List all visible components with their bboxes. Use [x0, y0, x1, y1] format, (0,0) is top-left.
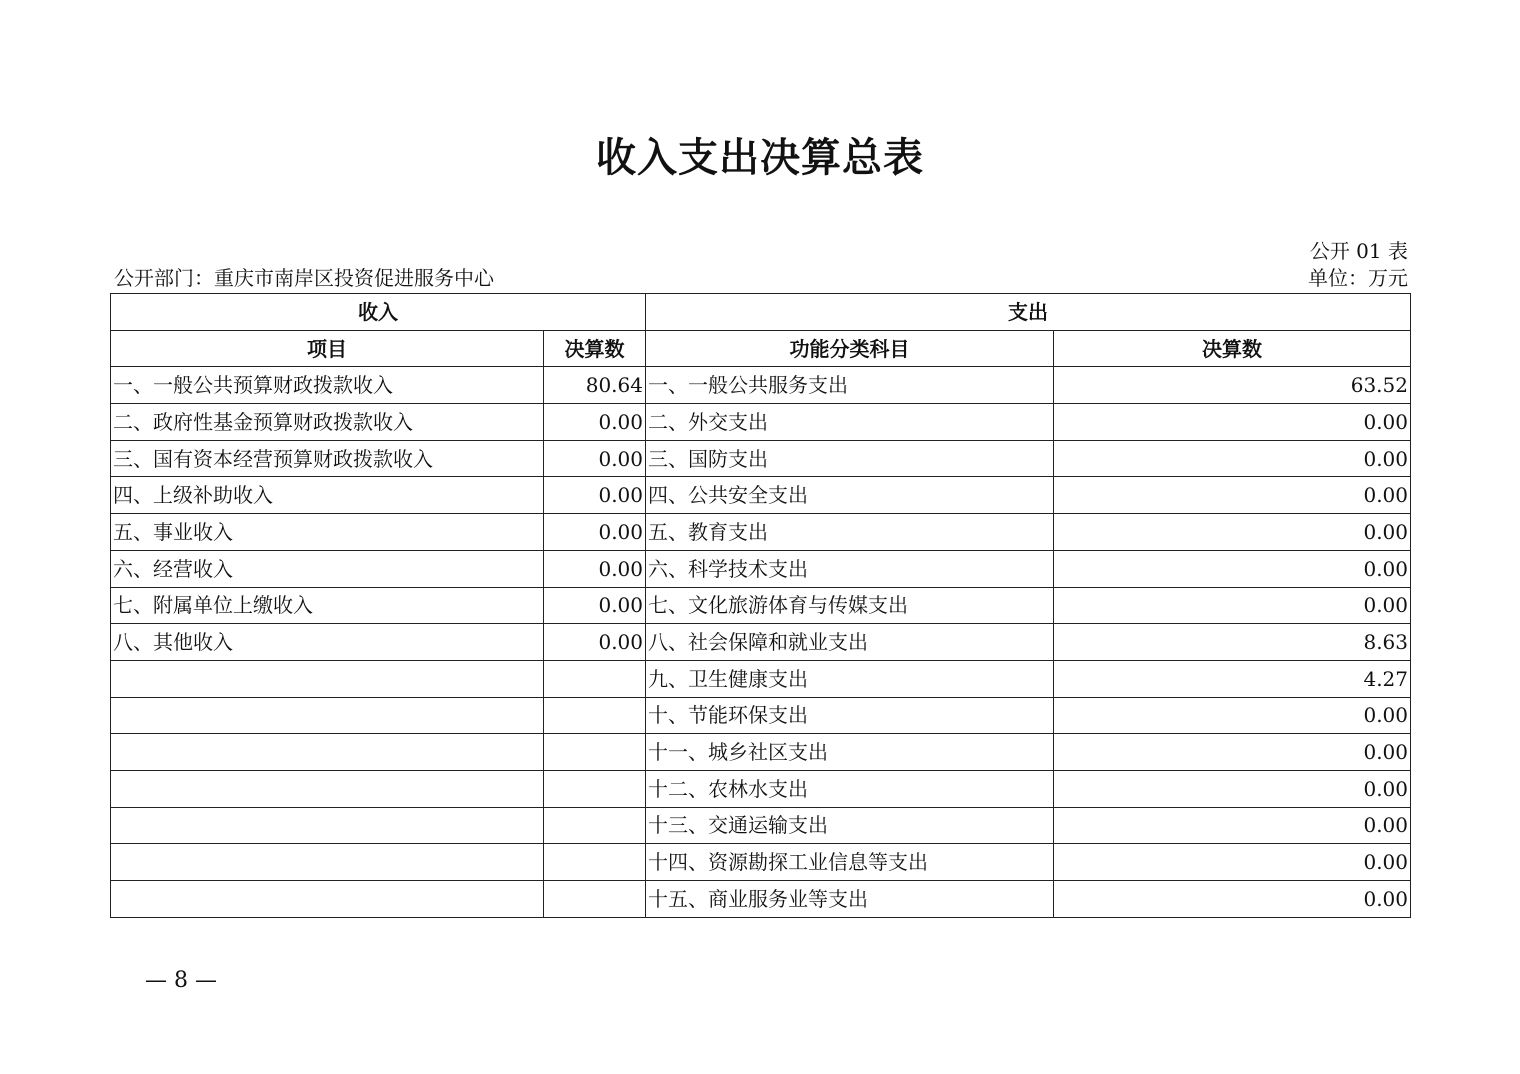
income-amount-cell	[544, 660, 646, 697]
income-amount-cell: 0.00	[544, 477, 646, 514]
expense-item-cell: 十三、交通运输支出	[646, 807, 1054, 844]
table-row	[111, 404, 1411, 441]
expense-item-cell: 十一、城乡社区支出	[646, 734, 1054, 771]
budget-table	[110, 293, 1411, 918]
income-item-cell	[111, 881, 544, 918]
income-amount-cell: 0.00	[544, 440, 646, 477]
expense-item-cell: 三、国防支出	[646, 440, 1054, 477]
unit-label: 单位：万元	[1308, 266, 1408, 290]
table-row	[111, 514, 1411, 551]
income-item-cell: 六、经营收入	[111, 550, 544, 587]
expense-amount-cell: 63.52	[1054, 367, 1411, 404]
income-item-cell	[111, 807, 544, 844]
expense-item-cell: 十四、资源勘探工业信息等支出	[646, 844, 1054, 881]
income-item-cell	[111, 697, 544, 734]
income-amount-cell	[544, 734, 646, 771]
income-amount-cell: 0.00	[544, 514, 646, 551]
expense-amount-cell: 0.00	[1054, 697, 1411, 734]
income-amount-cell	[544, 844, 646, 881]
expense-header: 支出	[646, 294, 1411, 331]
income-amount-cell: 80.64	[544, 367, 646, 404]
income-item-cell: 八、其他收入	[111, 624, 544, 661]
income-item-cell: 一、一般公共预算财政拨款收入	[111, 367, 544, 404]
income-amount-cell: 0.00	[544, 550, 646, 587]
expense-amount-cell: 0.00	[1054, 770, 1411, 807]
table-row	[111, 367, 1411, 404]
page-title: 收入支出决算总表	[596, 134, 924, 181]
expense-item-cell: 七、文化旅游体育与传媒支出	[646, 587, 1054, 624]
expense-item-cell: 十二、农林水支出	[646, 770, 1054, 807]
table-row	[111, 807, 1411, 844]
income-item-cell	[111, 844, 544, 881]
income-amount-cell	[544, 697, 646, 734]
expense-item-cell: 四、公共安全支出	[646, 477, 1054, 514]
function-category-column-header: 功能分类科目	[646, 330, 1054, 367]
expense-amount-cell: 0.00	[1054, 440, 1411, 477]
table-subheader-row	[111, 330, 1411, 367]
income-item-cell	[111, 770, 544, 807]
table-row	[111, 734, 1411, 771]
table-row	[111, 697, 1411, 734]
table-row	[111, 660, 1411, 697]
expense-amount-cell: 4.27	[1054, 660, 1411, 697]
expense-item-cell: 二、外交支出	[646, 404, 1054, 441]
income-amount-cell	[544, 770, 646, 807]
income-item-cell	[111, 660, 544, 697]
table-row	[111, 770, 1411, 807]
income-item-cell	[111, 734, 544, 771]
income-item-cell: 四、上级补助收入	[111, 477, 544, 514]
income-item-cell: 二、政府性基金预算财政拨款收入	[111, 404, 544, 441]
department-label: 公开部门：重庆市南岸区投资促进服务中心	[114, 266, 494, 290]
expense-item-cell: 十五、商业服务业等支出	[646, 881, 1054, 918]
page-number: — 8 —	[145, 968, 217, 993]
table-row	[111, 587, 1411, 624]
expense-amount-cell: 0.00	[1054, 734, 1411, 771]
income-amount-cell: 0.00	[544, 587, 646, 624]
income-amount-cell	[544, 881, 646, 918]
expense-amount-cell: 0.00	[1054, 807, 1411, 844]
expense-item-cell: 六、科学技术支出	[646, 550, 1054, 587]
expense-item-cell: 一、一般公共服务支出	[646, 367, 1054, 404]
expense-amount-column-header: 决算数	[1054, 330, 1411, 367]
income-amount-cell: 0.00	[544, 404, 646, 441]
table-row	[111, 550, 1411, 587]
expense-item-cell: 八、社会保障和就业支出	[646, 624, 1054, 661]
item-column-header: 项目	[111, 330, 544, 367]
table-row	[111, 440, 1411, 477]
income-item-cell: 五、事业收入	[111, 514, 544, 551]
expense-item-cell: 五、教育支出	[646, 514, 1054, 551]
expense-amount-cell: 0.00	[1054, 514, 1411, 551]
income-amount-cell: 0.00	[544, 624, 646, 661]
table-row	[111, 624, 1411, 661]
table-row	[111, 844, 1411, 881]
table-row	[111, 881, 1411, 918]
expense-amount-cell: 0.00	[1054, 477, 1411, 514]
form-number: 公开 01 表	[1309, 239, 1408, 263]
expense-amount-cell: 0.00	[1054, 550, 1411, 587]
expense-amount-cell: 0.00	[1054, 844, 1411, 881]
expense-amount-cell: 0.00	[1054, 587, 1411, 624]
income-amount-column-header: 决算数	[544, 330, 646, 367]
table-row	[111, 477, 1411, 514]
expense-item-cell: 十、节能环保支出	[646, 697, 1054, 734]
income-item-cell: 七、附属单位上缴收入	[111, 587, 544, 624]
income-amount-cell	[544, 807, 646, 844]
expense-amount-cell: 8.63	[1054, 624, 1411, 661]
income-item-cell: 三、国有资本经营预算财政拨款收入	[111, 440, 544, 477]
expense-item-cell: 九、卫生健康支出	[646, 660, 1054, 697]
expense-amount-cell: 0.00	[1054, 881, 1411, 918]
income-header: 收入	[111, 294, 646, 331]
expense-amount-cell: 0.00	[1054, 404, 1411, 441]
table-header-row	[111, 294, 1411, 331]
